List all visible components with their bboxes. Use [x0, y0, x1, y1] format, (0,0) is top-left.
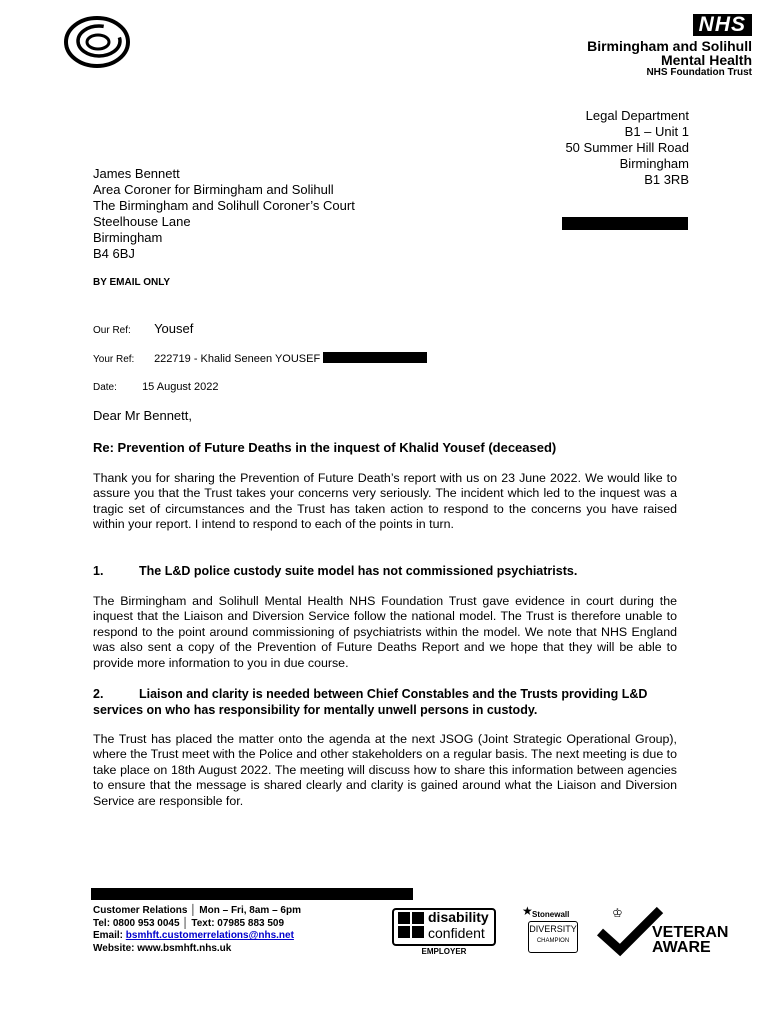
section-title: The L&D police custody suite model has not commissioned psychiatrists.: [139, 564, 578, 578]
veteran-aware-logo: [596, 906, 740, 958]
recipient-line: Steelhouse Lane: [93, 214, 191, 229]
trust-name-line3: NHS Foundation Trust: [646, 67, 752, 78]
sender-line: B1 3RB: [644, 172, 689, 187]
our-ref-value: Yousef: [154, 321, 194, 336]
star-icon: ★: [522, 904, 533, 918]
trust-name-line1: Birmingham and Solihull: [587, 38, 752, 54]
dc-line1: disability: [428, 909, 489, 925]
footer-email-link[interactable]: bsmhft.customerrelations@nhs.net: [125, 930, 294, 942]
sw-line1: Stonewall: [532, 910, 570, 919]
sender-line: 50 Summer Hill Road: [565, 140, 689, 155]
your-ref-row: [93, 352, 427, 365]
redaction-bar: [91, 888, 413, 900]
disability-confident-logo: [390, 906, 498, 958]
dc-line2: confident: [428, 925, 485, 941]
footer-email-label: Email:: [93, 930, 124, 942]
salutation: Dear Mr Bennett,: [93, 408, 192, 423]
section-title: Liaison and clarity is needed between Chief Constables and the Trusts providing L&D services on who has responsibility for mentally unwell persons in custody.: [93, 687, 648, 717]
your-ref-label: Your Ref:: [93, 354, 135, 365]
our-ref-label: Our Ref:: [93, 325, 131, 336]
recipient-address: [93, 166, 355, 262]
dc-line3: EMPLOYER: [421, 947, 467, 956]
redaction-bar: [562, 217, 688, 230]
trust-name-line2: Mental Health: [660, 52, 752, 68]
footer-tel: Tel: 0800 953 0045: [93, 917, 180, 929]
va-line1: VETERAN: [652, 924, 729, 941]
sw-line3: CHAMPION: [536, 938, 570, 944]
section-heading: [93, 563, 683, 579]
sw-line2: DIVERSITY: [529, 924, 577, 934]
date-row: [93, 381, 219, 393]
footer-line: Tel: 0800 953 0045 │ Text: 07985 883 509: [93, 917, 285, 929]
redaction-bar: [323, 352, 427, 363]
date-label: Date:: [93, 382, 117, 393]
section-body: The Trust has placed the matter onto the agenda at the next JSOG (Joint Strategic Operational Group), where the Trust meet with the Police and other stakeholders on a regular basis. The next meeting is due to take place on 18th August 2022. The meeting will discuss how to share this information between agencies to ensure that the message is shared clearly and clarity is gained around what the Liaison and Diversion Service are responsible for.: [93, 732, 677, 808]
crown-icon: ♔: [612, 906, 623, 920]
delivery-method: BY EMAIL ONLY: [93, 277, 171, 288]
footer-contact: [93, 905, 301, 955]
sender-line: B1 – Unit 1: [624, 124, 689, 139]
footer-website: Website: www.bsmhft.nhs.uk: [93, 942, 232, 954]
intro-paragraph: Thank you for sharing the Prevention of Future Death’s report with us on 23 June 2022. We would like to assure you that the Trust takes your concerns very seriously. The incident which led to the inquest was a tragic set of circumstances and the Trust has taken action to respond to the concerns you have raised within your report. I intend to respond to each of the points in turn.: [93, 471, 677, 532]
recipient-line: The Birmingham and Solihull Coroner’s Court: [93, 198, 355, 213]
section-number: 2.: [93, 687, 104, 701]
recipient-line: B4 6BJ: [93, 246, 135, 261]
sender-line: Legal Department: [585, 108, 689, 123]
footer-customer-relations: Customer Relations: [93, 905, 188, 916]
nhs-trust-logo: [587, 14, 752, 79]
recipient-line: Birmingham: [93, 230, 163, 245]
footer-text: Text: 07985 883 509: [191, 917, 285, 929]
trust-swirl-logo: [62, 14, 132, 70]
date-value: 15 August 2022: [142, 381, 219, 393]
section-number: 1.: [93, 564, 104, 578]
nhs-badge: NHS: [693, 14, 752, 36]
our-ref-row: [93, 321, 193, 336]
recipient-line: James Bennett: [93, 166, 180, 181]
footer-hours: Mon – Fri, 8am – 6pm: [199, 905, 301, 916]
stonewall-logo: [522, 906, 582, 956]
your-ref-value: 222719 - Khalid Seneen YOUSEF: [154, 353, 321, 365]
recipient-line: Area Coroner for Birmingham and Solihull: [93, 182, 334, 197]
section-body: The Birmingham and Solihull Mental Health NHS Foundation Trust gave evidence in court during the inquest that the Liaison and Diversion Service follow the national model. The Trust is therefore unable to respond to the point around commissioning of psychiatrists within the model. We note that NHS England was also sent a copy of the Prevention of Future Deaths Report and we hope that they will be able to provide more information to you in due course.: [93, 594, 677, 670]
subject-line: Re: Prevention of Future Deaths in the inquest of Khalid Yousef (deceased): [93, 440, 557, 455]
sender-address: [565, 108, 689, 188]
sender-line: Birmingham: [619, 156, 689, 171]
section-heading: [93, 686, 683, 718]
footer-line: [93, 930, 301, 943]
footer-line: Customer Relations │ Mon – Fri, 8am – 6pm: [93, 905, 301, 916]
va-line2: AWARE: [652, 939, 711, 956]
